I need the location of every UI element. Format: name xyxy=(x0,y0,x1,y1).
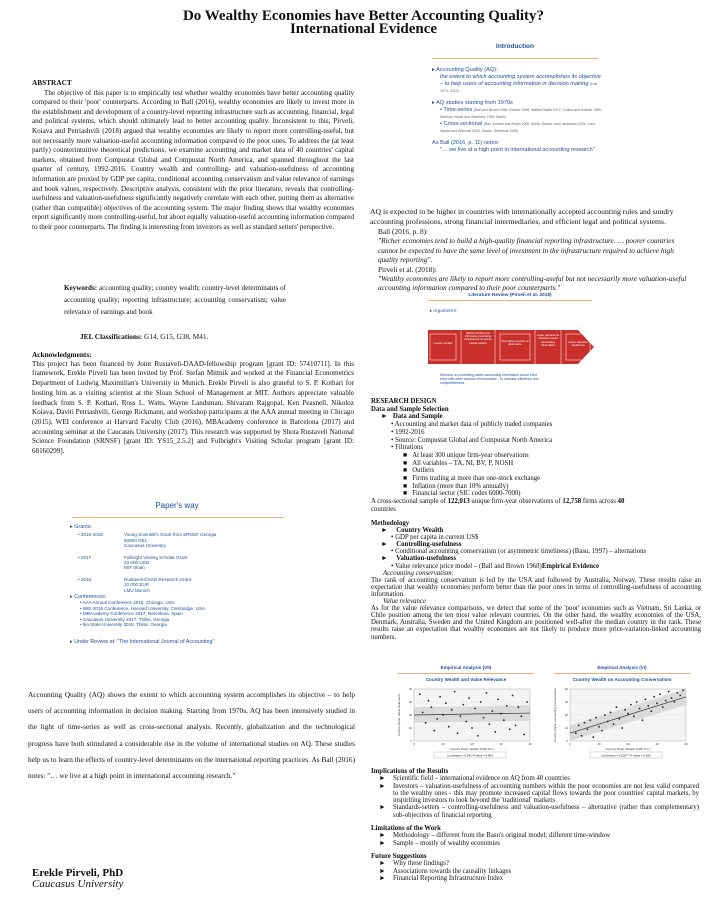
ball-reference: Ball (2016, p. 8): xyxy=(378,227,429,236)
implication-text: Scientific field – international evidence on AQ from 40 countries xyxy=(393,775,570,783)
research-item: • 1992-2016 xyxy=(391,428,425,436)
valuation-usefulness-heading: Valuation-usefulness xyxy=(396,555,457,563)
data-point xyxy=(445,702,447,704)
suggestion-text: Why these findings? xyxy=(393,860,449,868)
grant-line: 10 000 EUR xyxy=(124,582,150,588)
y-tick-label: 30 xyxy=(564,700,568,704)
pirveli-reference: Pirveli et al. (2018): xyxy=(378,264,437,274)
argument-flow-diagram xyxy=(428,322,594,372)
limitation-item xyxy=(371,832,699,839)
data-point xyxy=(581,735,583,737)
pirveli-quote: "Wealthy economies are likely to report more controlling-useful but not necessarily more valuation-useful accounting information compared to their poor counterparts." xyxy=(378,274,687,293)
grants-label: Grants: xyxy=(74,524,92,530)
data-point xyxy=(636,701,638,703)
grant-line: MIT Sloan xyxy=(124,565,145,571)
data-point xyxy=(451,709,453,711)
implication-item xyxy=(371,783,699,805)
data-point xyxy=(431,706,433,708)
research-item-text: Source: Compustat Global and Compustat North America xyxy=(395,436,553,444)
suggestion-item xyxy=(371,860,699,867)
grant-line: 23 000 USD xyxy=(124,560,150,566)
grant-item: • 2016-2018 Young Scientist's Grant from SRNSF Georgia 50800 GEL Caucasus University xyxy=(78,532,217,549)
data-point xyxy=(425,722,427,724)
data-point xyxy=(468,697,470,699)
filter-item: ■ At least 300 unique firm-year observations xyxy=(403,451,529,459)
grant-line: Rustaveli-DAAD Research Grant xyxy=(124,576,191,582)
abstract-heading: ABSTRACT xyxy=(32,78,72,87)
data-point xyxy=(448,726,450,728)
cross-sectional-label: Cross-sectional xyxy=(443,121,483,127)
data-point xyxy=(523,734,525,736)
data-point xyxy=(671,697,673,699)
data-point xyxy=(518,706,520,708)
grant-line: Fulbright Visiting Scholar Grant xyxy=(124,554,188,560)
data-point xyxy=(465,721,467,723)
conference-text: WEI 2016 Conference, Harvard University, Cambridge, USA xyxy=(82,605,206,611)
research-item: • Source: Compustat Global and Compustat North America xyxy=(391,436,553,444)
data-point xyxy=(457,732,459,734)
conference-item: • WEI 2016 Conference, Harvard University, Cambridge, USA xyxy=(80,605,206,611)
data-point xyxy=(480,701,482,703)
data-point xyxy=(428,700,430,702)
jel-section xyxy=(80,332,208,341)
slide-divider xyxy=(432,58,598,59)
x-tick-label: 20 xyxy=(470,742,474,746)
y-tick-label: 10 xyxy=(564,726,568,730)
sample-observations: 122,013 xyxy=(447,498,470,506)
conference-text: Ilia State University 2018, Tbilisi, Georgia xyxy=(82,622,167,628)
arrow-bullet-icon: ► xyxy=(381,413,393,421)
aq-reference: (Holt 1976, 2010) xyxy=(440,82,598,93)
filter-text: Financial sector (SIC codes 6000-7000) xyxy=(412,490,521,498)
arrow-bullet-icon: ► xyxy=(379,775,386,783)
data-point xyxy=(662,706,664,708)
flow-box-text: Alternative sources of information xyxy=(501,339,529,347)
data-point xyxy=(647,705,649,707)
y-tick-label: 20 xyxy=(564,713,568,717)
flow-box-text: Lower valuation usefulness xyxy=(568,340,588,348)
sample-text: A cross-sectional sample of xyxy=(371,498,448,506)
method-item-text: Value relevance price model – (Ball and Brown 1968) xyxy=(394,562,542,570)
introduction-slide: Introduction ▸ Accounting Quality (AQ): the extent to which accounting system accomplishes its objective – to help users of accounting information in decision making (Holt 1976, 2010) ▸ AQ studies starting from 1970s • Time-series (Ball and Brown 1968, Beaver 1968, Ballard Watts 1972, Collins and Kothari 1989, Dechow, Sloan and Sweeney 1995, Barth) • Cross-sectional (Ball, Kothari and Robin 2000, Barth, Beaver and Landsman 2001, Leuz, Nanda and Wysocki 2003, Daske, Gebhardt 2008) As Ball (2016, p. 11) notes: "… we live at a high point in international accounting research" xyxy=(422,40,608,187)
acknowledgments-text: This project has been financed by Joint Rustaveli-DAAD-fellowship program [grant ID: 57410711]. In this framework, Erekle Pirveli has been invited by Prof. Stefan Mittnik and worked at the Financial Econometrics Department of Ludwig Maximilian's University in Munich. Erekle Pirveli is also grateful to S. P. Kothari for hosting him as a visiting scientist at the Sloan School of Management at MIT. Authors appreciate valuable feedback from S. P. Kothari, Ross L. Watts, Wayne Landsman, Shivaram Rajgopal, Ken Peasnell, Nikoloz Koiava, Daviti Petriashvili, George Rickmann, and workshop participants at the AAA annual meeting in Chicago (2015), WEI conference at Harvard Faculty Club (2016), MBAcademy conference in Barcelona (2017) and accounting seminar at the Caucasus University (2017). This research was supported by Shota Rustaveli National Science Foundation (SRNSF) [grant ID: YS15_2.5.2] and Fulbright's Visiting Scholar program [grant ID: 68160299]. xyxy=(32,359,354,456)
data-point xyxy=(575,732,577,734)
data-point xyxy=(601,730,603,732)
data-point xyxy=(483,717,485,719)
jel-codes: G14, G15, G38, M41. xyxy=(142,332,209,341)
data-point xyxy=(526,701,528,703)
y-tick-label: 20 xyxy=(408,713,412,717)
empirical-analysis-vii-slide xyxy=(392,665,540,763)
data-point xyxy=(613,723,615,725)
slide-title: Empirical Analysis (VII) xyxy=(440,665,492,670)
data-point xyxy=(616,706,618,708)
grant-year: 2017 xyxy=(80,554,92,560)
limitations-heading: Limitations of the Work xyxy=(371,825,441,833)
grant-year: 2016-2018 xyxy=(80,532,103,538)
arrow-bullet-icon: ► xyxy=(381,541,397,549)
literature-review-title: Literature Review (Pirveli et al. 2018) xyxy=(468,293,552,298)
suggestion-text: Financial Reporting Infrastructure Index xyxy=(393,874,504,882)
literature-review-slide xyxy=(420,292,600,407)
conference-item: • MBAcademy Conference 2017, Barcelona, Spain xyxy=(80,611,183,617)
data-point xyxy=(486,692,488,694)
ball-quote: "… we live at a high point in international accounting research" xyxy=(440,147,595,153)
arrow-bullet-icon: ► xyxy=(379,839,386,847)
abstract-section xyxy=(32,78,354,233)
bullet-arrow-icon: ▸ xyxy=(70,594,75,601)
filter-item: ■ Financial sector (SIC codes 6000-7000) xyxy=(403,490,521,498)
value-relevance-scatter-chart xyxy=(392,683,540,763)
arrow-bullet-icon: ► xyxy=(379,874,386,882)
data-point xyxy=(489,723,491,725)
y-axis-label: Country Rank: Accounting Conservatism xyxy=(553,688,557,742)
data-sample-heading: Data and Sample xyxy=(392,413,443,421)
poster-title xyxy=(0,10,727,33)
empirical-analysis-vi-slide xyxy=(548,665,696,763)
research-item-text: Accounting and market data of publicly traded companies xyxy=(394,421,553,429)
x-tick-label: 30 xyxy=(499,742,503,746)
bullet-arrow-icon: ▸ xyxy=(432,100,437,106)
research-item: • Accounting and market data of publicly traded companies xyxy=(391,421,553,429)
suggestion-item xyxy=(371,875,699,882)
correlation-text: Correlation = 0.625*** P-value = 0.000 xyxy=(601,753,651,758)
arrow-bullet-icon: ► xyxy=(379,782,386,790)
arrow-bullet-icon: ► xyxy=(381,555,397,563)
grant-item: • 2017 Fulbright Visiting Scholar Grant 23 000 USD MIT Sloan xyxy=(78,554,188,571)
data-point xyxy=(645,699,647,701)
time-series-reference: (Ball and Brown 1968, Beaver 1968, Ballard Watts 1972, Collins and Kothari 1989, Dechow, Sloan and Sweeney 1995, Barth) xyxy=(440,108,602,119)
research-design-section xyxy=(371,398,696,514)
data-point xyxy=(462,704,464,706)
y-tick-label: 10 xyxy=(408,726,412,730)
data-point xyxy=(520,715,522,717)
value-relevance-label: Value relevance xyxy=(383,598,426,606)
x-tick-label: 0 xyxy=(413,742,415,746)
data-point xyxy=(659,693,661,695)
data-point xyxy=(610,712,612,714)
data-point xyxy=(439,696,441,698)
flow-box-text: Country wealth xyxy=(433,341,453,345)
limitation-text: Methodology – different from the Basu's original model; different time-window xyxy=(393,832,611,840)
cross-sectional-reference: (Ball, Kothari and Robin 2000, Barth, Beaver and Landsman 2001, Leuz, Nanda and Wysocki 2003, Daske, Gebhardt 2008) xyxy=(440,122,597,133)
papers-way-title: Paper's way xyxy=(155,501,199,510)
data-point xyxy=(494,731,496,733)
accounting-conservatism-text: The rank of accounting conservatism is led by the USA and followed by Australia, Norway. These results raise an expectation that wealthy economies perform better than the poor ones in terms of controlling-usefulness of accounting information. xyxy=(371,576,701,598)
data-point xyxy=(618,718,620,720)
grant-line: 50800 GEL xyxy=(124,537,148,543)
methodology-section xyxy=(371,520,701,641)
data-point xyxy=(650,710,652,712)
x-axis-label: Country Rank: Wealth (GDP P.C.) xyxy=(605,747,651,751)
introduction-slide-title: Introduction xyxy=(496,43,534,50)
data-point xyxy=(500,713,502,715)
x-axis-label: Country Rank: Wealth (GDP P.C.) xyxy=(449,747,495,751)
data-point xyxy=(679,695,681,697)
author-name: Erekle Pirveli, PhD xyxy=(32,867,124,879)
aq-overview-text: Accounting Quality (AQ) shows the extent to which accounting system accomplishes its objective – to help users of accounting information in decision making. Starting from 1970s, AQ has been intensively studied in the light of time-series as well as cross-sectional analysis. Recently, globalization and the technological progress have both stimulated a considerable rise in the volume of international studies on AQ. These studies help us to learn the effects of country-level determinants on the international reporting practices. As Ball (2016) notes: "… we live at a high point in international accounting research." xyxy=(28,690,355,781)
data-point xyxy=(674,701,676,703)
conservatism-scatter-chart xyxy=(548,683,696,763)
grant-year: 2018 xyxy=(80,576,92,582)
argument-text: Argument II xyxy=(433,308,457,313)
implication-item xyxy=(371,775,699,782)
sample-text: countries xyxy=(371,505,396,513)
bullet-arrow-icon: ▸ xyxy=(70,524,75,530)
literature-review-note: Demand on controlling useful accounting information would exist even with other sources of information - to increase efficiency and competitiveness xyxy=(440,373,539,386)
sample-firms: 12,758 xyxy=(562,498,582,506)
research-design-heading: RESEARCH DESIGN xyxy=(371,398,437,405)
aq-studies-label: AQ studies starting from 1970s xyxy=(436,100,513,106)
chart-title: Country Wealth on Accounting Conservatism xyxy=(572,677,672,682)
data-point xyxy=(665,700,667,702)
method-item-text: GDP per capita in current US$ xyxy=(395,534,479,542)
grant-item: • 2018 Rustaveli-DAAD Research Grant 10 000 EUR LMU Munich xyxy=(78,576,191,593)
data-point xyxy=(656,702,658,704)
implication-text: Standards-setters – controlling-usefulness and valuation-usefulness – alternative (rather than complementary) sub-objectives of financial reporting xyxy=(393,804,699,819)
keywords-section xyxy=(64,282,286,318)
data-point xyxy=(477,735,479,737)
ball-quote-full: "Richer economies tend to build a high-quality financial reporting infrastructure. … poorer countries cannot be expected to have the same level of investment in the infrastructure required to achieve high quality reporting". xyxy=(378,236,675,265)
data-point xyxy=(512,695,514,697)
data-point xyxy=(621,727,623,729)
filter-text: All variables – TA, NI, BV, P, NOSH xyxy=(412,459,514,467)
filter-text: At least 300 unique firm-year observations xyxy=(412,451,529,459)
filter-item: ■ Inflation (more than 10% annually) xyxy=(403,482,509,490)
author-university: Caucasus University xyxy=(32,878,124,890)
data-point xyxy=(515,725,517,727)
filter-item: ■ All variables – TA, NI, BV, P, NOSH xyxy=(403,459,514,467)
suggestion-item xyxy=(371,868,699,875)
method-item: • GDP per capita in current US$ xyxy=(391,534,479,542)
data-point xyxy=(653,696,655,698)
data-point xyxy=(592,736,594,738)
x-tick-label: 40 xyxy=(528,742,532,746)
data-point xyxy=(604,714,606,716)
grant-line: Young Scientist's Grant from SRNSF Georgia xyxy=(124,532,217,538)
arrow-bullet-icon: ► xyxy=(379,860,386,868)
aq-label: Accounting Quality (AQ): xyxy=(436,67,498,73)
y-tick-label: 0 xyxy=(566,739,568,743)
suggestion-text: Associations towards the causality linkages xyxy=(393,867,512,875)
data-point xyxy=(436,718,438,720)
country-wealth-heading: Country Wealth xyxy=(396,527,444,535)
slide-divider xyxy=(554,673,690,674)
implications-heading: Implications of the Results xyxy=(371,768,449,775)
research-item: • Filtrations xyxy=(391,444,424,452)
data-point xyxy=(633,715,635,717)
conferences-label: Conferences: xyxy=(74,594,107,601)
x-tick-label: 10 xyxy=(441,742,445,746)
data-sample-selection-heading: Data and Sample Selection xyxy=(371,405,449,413)
y-tick-label: 0 xyxy=(410,739,412,743)
time-series-label: Time-series xyxy=(443,107,473,113)
arrow-bullet-icon: ► xyxy=(379,832,386,840)
accounting-conservatism-label: Accounting conservatism: xyxy=(383,569,454,577)
data-point xyxy=(639,708,641,710)
author-block xyxy=(32,868,123,890)
data-point xyxy=(503,719,505,721)
slide-divider xyxy=(398,673,534,674)
method-item: • Conditional accounting conservatism (or asymmetric timeliness) (Basu, 1997) – alternations xyxy=(391,548,647,556)
x-tick-label: 20 xyxy=(626,742,630,746)
data-point xyxy=(491,710,493,712)
data-point xyxy=(676,692,678,694)
research-item-text: 1992-2016 xyxy=(395,428,425,436)
data-point xyxy=(668,691,670,693)
x-tick-label: 40 xyxy=(684,742,688,746)
data-point xyxy=(682,689,684,691)
conference-item: • Ilia State University 2018, Tbilisi, Georgia xyxy=(80,622,167,628)
data-point xyxy=(589,719,591,721)
controlling-usefulness-heading: Controlling-usefulness xyxy=(396,541,462,549)
under-review-text: Under Review at: "The International Journal of Accounting" xyxy=(74,638,215,645)
x-tick-label: 30 xyxy=(655,742,659,746)
grant-line: LMU Munich xyxy=(124,587,150,593)
filter-text: Firms trading at more than one-stock exchange xyxy=(412,475,541,483)
data-point xyxy=(595,717,597,719)
arrow-bullet-icon: ► xyxy=(379,804,386,812)
flow-box-text: Efficient funding and information processing infrastructure via private capital markets xyxy=(464,332,492,345)
implication-item xyxy=(371,804,699,819)
data-point xyxy=(506,705,508,707)
sample-countries: 40 xyxy=(617,498,625,506)
value-relevance-text: As for the value relevance comparisons, we detect that some of the 'poor' economies such as Vietnam, Sri Lanka, or Chile position among the ten most value relevant countries. On the other hand, the wealthy economies of the USA, Denmark, Australia, Sweden and the United Kingdom are positioned well-after the median country in the rank. These results raise an expectation that wealthy economies are not likely to produce more price-variation-linked accounting numbers. xyxy=(371,605,701,641)
aq-expectation-text: AQ is expected to be higher in countries with internationally accepted accounting rules and sundry accounting professions, strong financial intermediaries, and efficient legal and political systems. xyxy=(370,207,674,226)
data-point xyxy=(454,691,456,693)
limitation-item xyxy=(371,840,699,847)
data-point xyxy=(433,730,435,732)
data-point xyxy=(497,699,499,701)
aq-definition: the extent to which accounting system accomplishes its objective – to help users of accounting information in decision making xyxy=(440,74,601,87)
data-point xyxy=(460,715,462,717)
papers-way-slide xyxy=(60,497,294,669)
methodology-heading: Methodology xyxy=(371,520,410,527)
slide-divider xyxy=(72,517,284,518)
data-point xyxy=(442,714,444,716)
data-point xyxy=(607,721,609,723)
abstract-text: The objective of this paper is to empirically test whether wealthy economies have better accounting quality compared to their 'poor' counterparts. According to Ball (2016), wealthy economies are likely to invest more in the establishment and development of a country-level reporting infrastructure such as accounting, financial, legal and political systems, which should ultimately lead to better accounting quality. Inconsistent to this, Pirveli, Koiava and Petriashvili (2018) argued that wealthy economies are likely to report more controlling-useful, but not necessarily more valuation-useful accounting information compared to the poor ones. To address the (at least partly) counterintuitive theoretical predictions, we examine accounting and market data of 40 countries' capital markets, obtained from Compustat Global and Compustat North America, and spanned throughout the last quarter of century, 1992-2016. Country wealth and controlling- and valuation-usefulness of accounting information are proxied by GDP per capita, conditional accounting conservatism and value relevance of earnings and book values, respectively. Descriptive analysis, consistent with the prior literature, reveals that controlling-usefulness and valuation-usefulness significantly negatively correlate with each other, putting them as alternative (rather than compatible) objectives of the accounting system. The major finding shows that wealthy economies report significantly more controlling-useful, but about equally valuation-useful accounting information compared to their poor counterparts. The finding is interesting from investors as well as standard setters' perspective. xyxy=(32,88,354,231)
ball-notes-label: As Ball (2016, p. 11) notes: xyxy=(432,140,500,146)
filter-item: ■ Firms trading at more than one-stock exchange xyxy=(403,475,541,483)
arrow-bullet-icon: ► xyxy=(379,867,386,875)
keywords-text: accounting quality; country wealth; country-level determinants of accounting quality; reporting infrastructure; accounting conservatism; value relevance of earnings and book xyxy=(64,284,286,316)
argument-label: ▸ Argument II xyxy=(430,308,457,313)
bullet-arrow-icon: ▸ xyxy=(432,67,437,73)
data-point xyxy=(578,725,580,727)
y-tick-label: 30 xyxy=(408,700,412,704)
conference-item: • AAA Annual Conference 2015, Chicago, USA xyxy=(80,600,175,606)
sample-text: unique firm-year observations of xyxy=(469,498,563,506)
empirical-evidence-heading: Empirical Evidence xyxy=(541,562,600,570)
data-point xyxy=(587,728,589,730)
chart-title: Country Wealth and Value Relevance xyxy=(425,677,507,682)
arrow-bullet-icon: ► xyxy=(381,527,397,535)
data-point xyxy=(584,722,586,724)
aq-expectation-section xyxy=(370,207,692,293)
x-tick-label: 0 xyxy=(569,742,571,746)
method-item-text: Conditional accounting conservatism (or asymmetric timeliness) (Basu, 1997) – alternations xyxy=(395,548,647,556)
data-point xyxy=(419,693,421,695)
correlation-text: Correlation = 0.041 P-value = 0.804 xyxy=(447,753,493,758)
y-tick-label: 40 xyxy=(408,687,412,691)
future-suggestions-heading: Future Suggestions xyxy=(371,852,427,860)
method-item: • Value relevance price model – (Ball and Brown 1968)Empirical Evidence xyxy=(391,562,600,570)
conference-text: MBAcademy Conference 2017, Barcelona, Spain xyxy=(82,611,183,617)
y-axis-label: Country Rank: Value Relevance xyxy=(397,693,401,737)
data-point xyxy=(474,708,476,710)
title-line-1: Do Wealthy Economies have Better Accounting Quality? xyxy=(182,8,545,24)
x-tick-label: 10 xyxy=(597,742,601,746)
filter-item: ■ Outliers xyxy=(403,467,435,475)
data-point xyxy=(630,704,632,706)
filter-text: Inflation (more than 10% annually) xyxy=(412,482,509,490)
data-point xyxy=(624,709,626,711)
implications-section xyxy=(371,768,699,882)
acknowledgments-section xyxy=(32,350,354,457)
implication-text: Investors – valuation-usefulness of accounting numbers within the poor economies are not less valid compared to the wealthy ones - this may promote increased capital flows towards the poor countries' capital markets, by inspiriting investors to look beyond the 'traditional' markets xyxy=(393,782,699,805)
jel-label: JEL Classifications: xyxy=(80,332,143,341)
conference-text: AAA Annual Conference 2015, Chicago, USA xyxy=(82,600,175,606)
slide-title: Empirical Analysis (VI) xyxy=(597,665,647,670)
grant-line: Caucasus University xyxy=(124,543,166,549)
slide-divider xyxy=(428,300,592,301)
conference-text: Caucasus University 2017, Tbilisi, Georgia xyxy=(82,616,170,622)
data-point xyxy=(509,728,511,730)
filter-text: Outliers xyxy=(412,467,435,475)
bullet-arrow-icon: ▸ xyxy=(70,638,75,645)
keywords-label: Keywords: xyxy=(64,284,98,292)
title-line-2: International Evidence xyxy=(289,23,438,33)
flow-box-text: Lower demand on valuation useful accounting information xyxy=(536,333,560,348)
data-point xyxy=(642,719,644,721)
sample-text: firms across xyxy=(581,498,618,506)
conference-item: • Caucasus University 2017, Tbilisi, Georgia xyxy=(80,616,170,622)
research-item-text: Filtrations xyxy=(395,444,424,452)
sample-summary xyxy=(371,498,696,513)
data-point xyxy=(598,726,600,728)
data-point xyxy=(627,713,629,715)
data-point xyxy=(471,727,473,729)
y-tick-label: 40 xyxy=(564,687,568,691)
data-point xyxy=(422,712,424,714)
acknowledgments-heading: Acknowledgments: xyxy=(32,350,92,359)
limitation-text: Sample – mostly of wealthy economies xyxy=(393,839,501,847)
